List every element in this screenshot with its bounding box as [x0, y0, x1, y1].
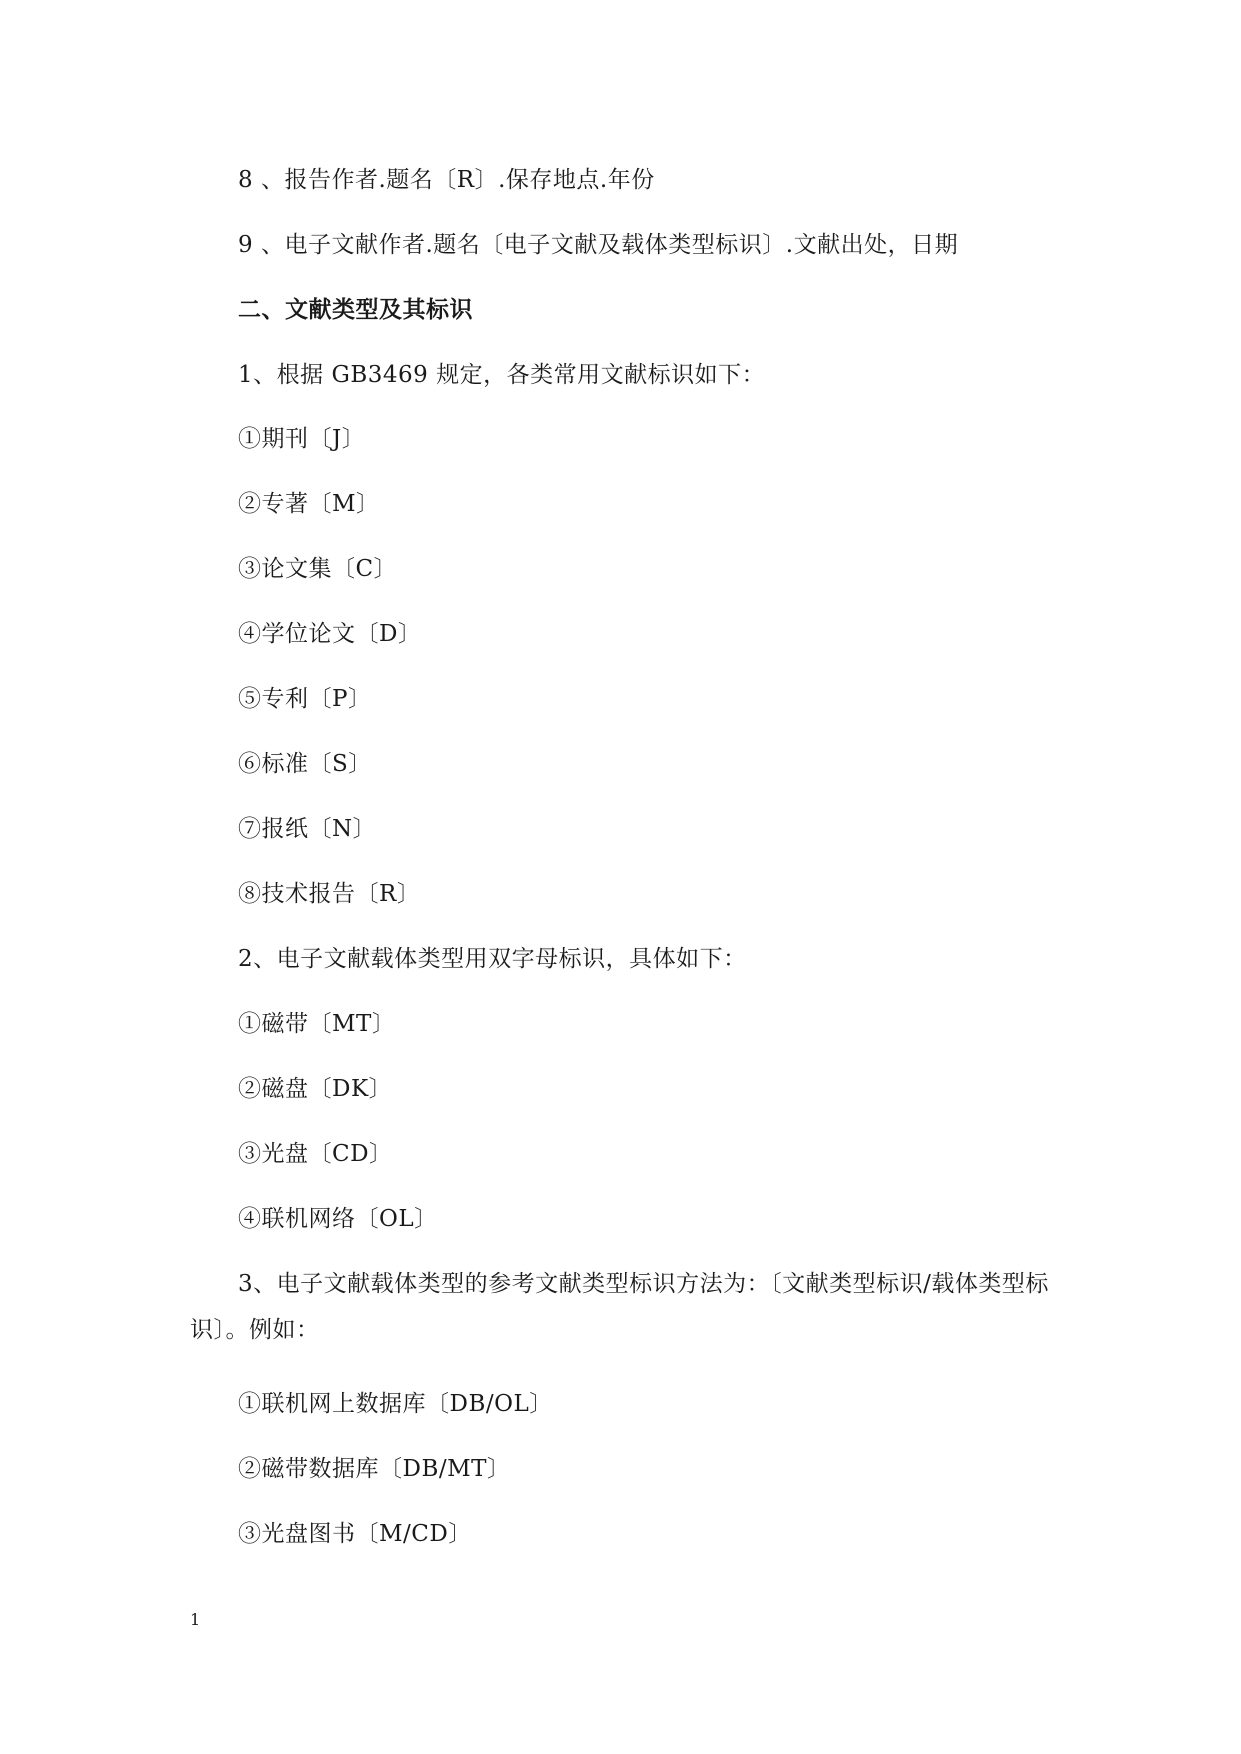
carrier-type-disk: ②磁盘〔DK〕 — [238, 1076, 393, 1102]
item3-paragraph: 3、电子文献载体类型的参考文献类型标识方法为：〔文献类型标识/载体类型标识〕。例如： — [190, 1271, 1049, 1343]
page-number: 1 — [190, 1610, 201, 1629]
doc-type-monograph: ②专著〔M〕 — [238, 491, 380, 517]
doc-type-standard: ⑥标准〔S〕 — [238, 751, 372, 777]
carrier-type-tape: ①磁带〔MT〕 — [238, 1011, 396, 1037]
doc-type-thesis: ④学位论文〔D〕 — [238, 621, 422, 647]
item1-intro: 1、根据 GB3469 规定，各类常用文献标识如下： — [238, 362, 766, 388]
reference-format-report: 8 、报告作者.题名〔R〕.保存地点.年份 — [238, 167, 655, 193]
reference-format-electronic: 9 、电子文献作者.题名〔电子文献及载体类型标识〕.文献出处，日期 — [238, 232, 959, 258]
doc-type-journal: ①期刊〔J〕 — [238, 426, 366, 452]
doc-type-report: ⑧技术报告〔R〕 — [238, 881, 421, 907]
carrier-type-cd: ③光盘〔CD〕 — [238, 1141, 393, 1167]
example-online-database: ①联机网上数据库〔DB/OL〕 — [238, 1391, 553, 1417]
carrier-type-online: ④联机网络〔OL〕 — [238, 1206, 438, 1232]
example-tape-database: ②磁带数据库〔DB/MT〕 — [238, 1456, 511, 1482]
doc-type-patent: ⑤专利〔P〕 — [238, 686, 372, 712]
doc-type-newspaper: ⑦报纸〔N〕 — [238, 816, 377, 842]
section-heading: 二、文献类型及其标识 — [238, 296, 473, 323]
doc-type-proceedings: ③论文集〔C〕 — [238, 556, 398, 582]
item2-intro: 2、电子文献载体类型用双字母标识，具体如下： — [238, 946, 747, 972]
example-cd-book: ③光盘图书〔M/CD〕 — [238, 1521, 472, 1547]
